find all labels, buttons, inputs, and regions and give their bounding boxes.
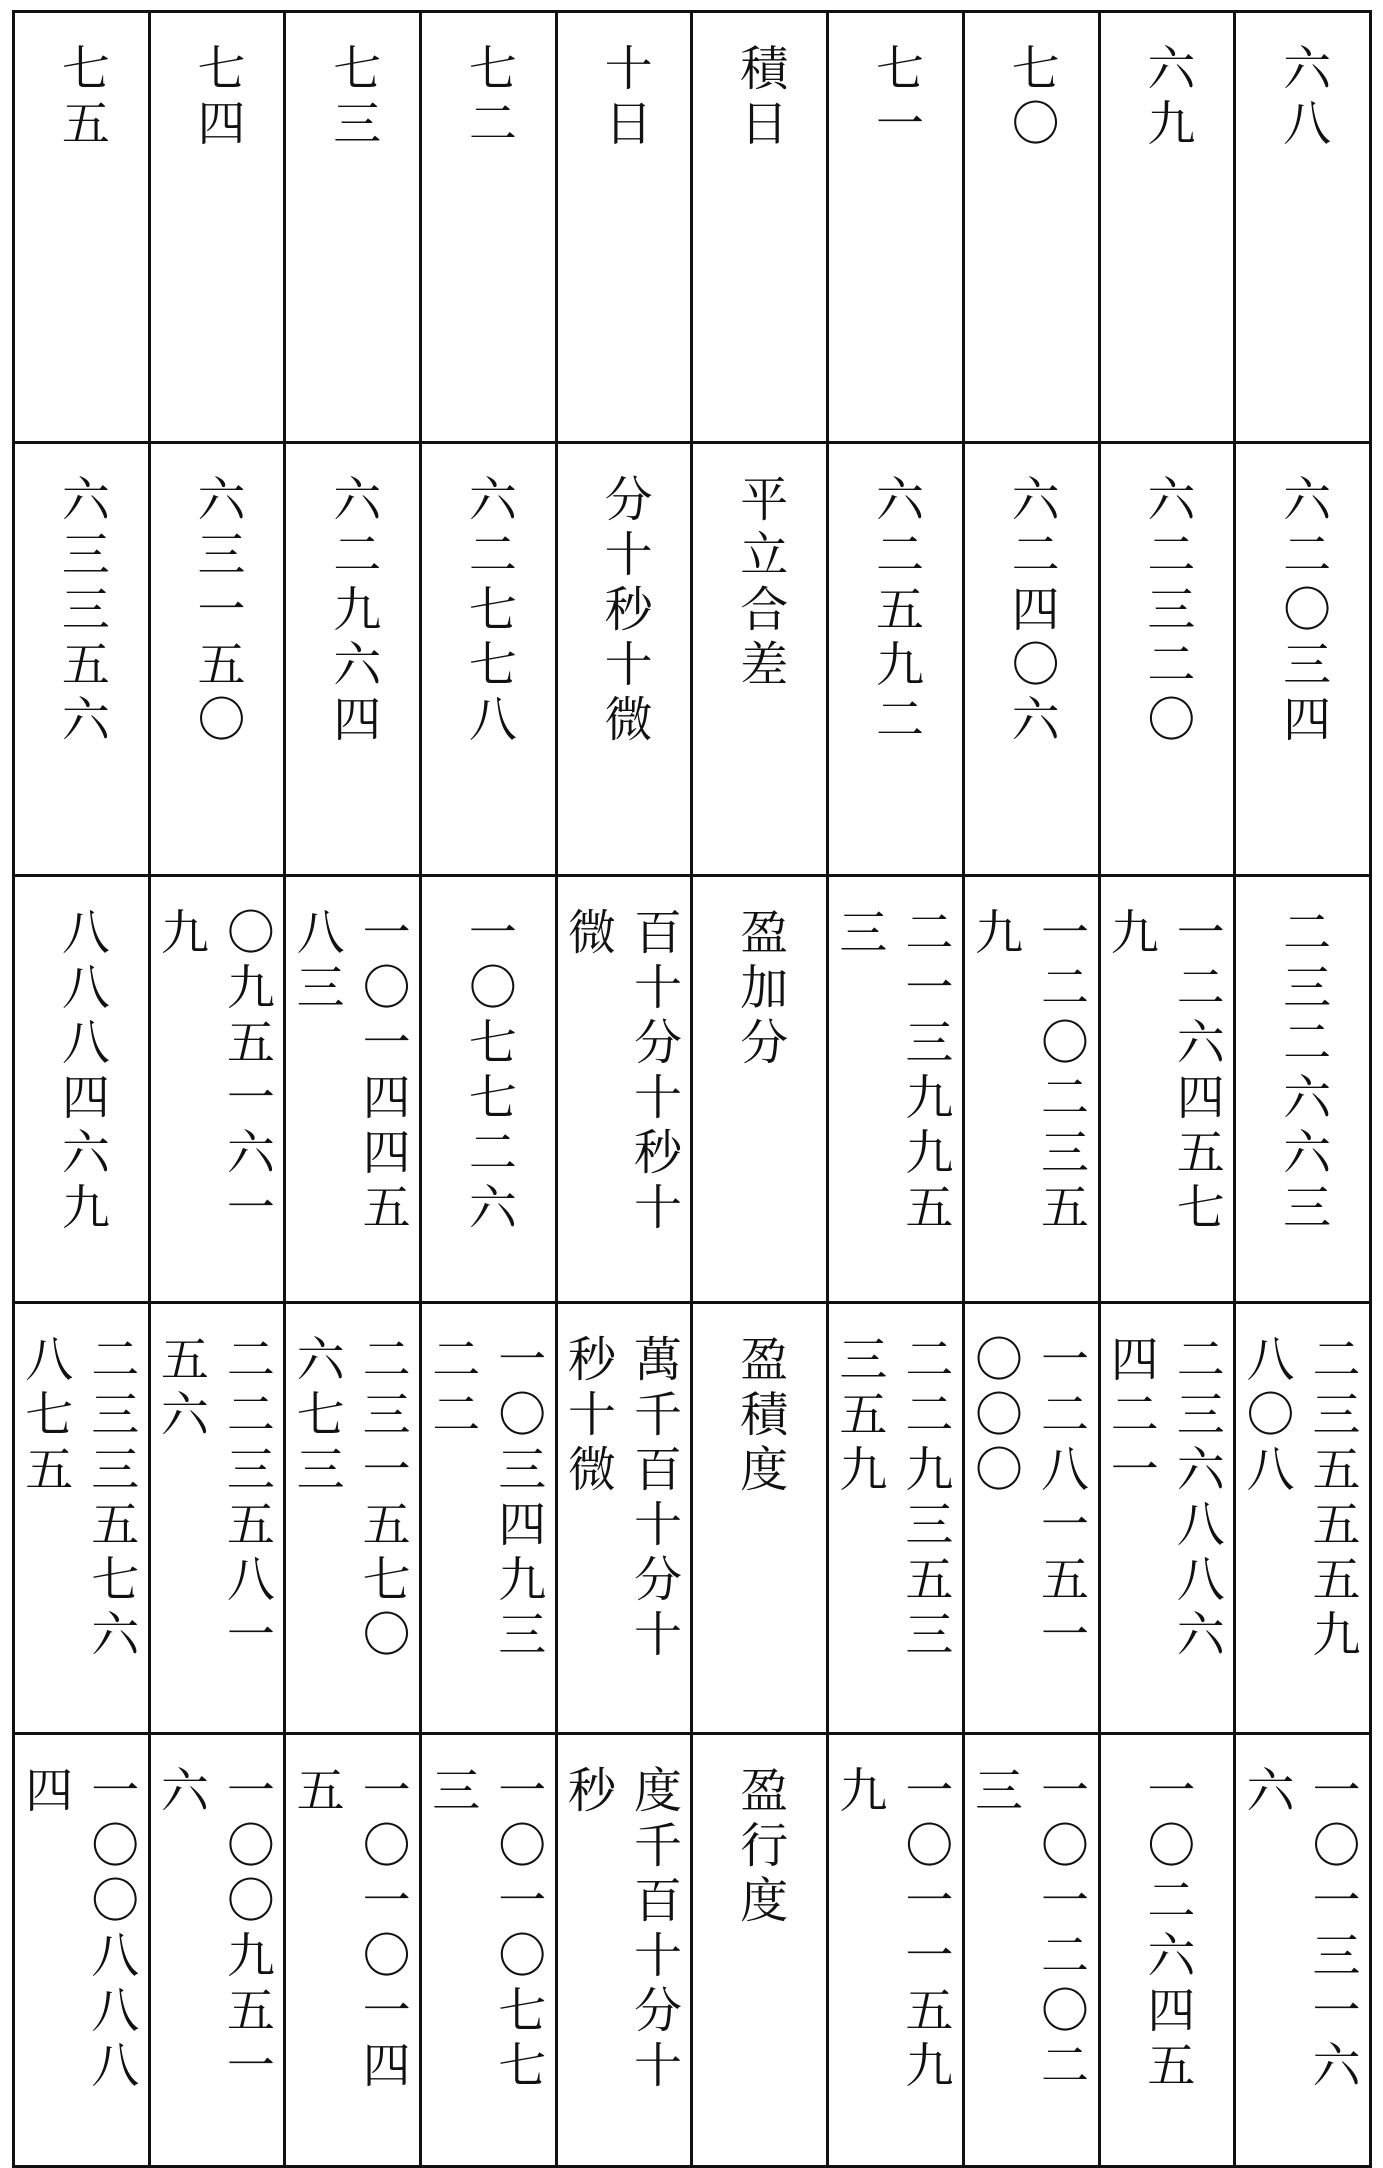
cell-text-main: 六二七七八 [460, 474, 517, 749]
table-cell [421, 1734, 557, 2167]
table-cell [828, 12, 964, 443]
cell-text-main: 六九 [1138, 43, 1195, 153]
table-cell [421, 1303, 557, 1734]
table-cell [828, 1734, 964, 2167]
table-cell [1099, 1303, 1235, 1734]
cell-text-main: 七五 [53, 43, 110, 153]
cell-text-main: 〇九五一六一 [218, 907, 275, 1237]
table-cell [1099, 12, 1235, 443]
table-cell [285, 1734, 421, 2167]
table-cell [1235, 443, 1371, 876]
cell-text-note: 六七三 [288, 1334, 345, 1499]
table-cell [421, 876, 557, 1303]
cell-text-main: 七三 [324, 43, 381, 153]
table-cell [285, 12, 421, 443]
cell-text-note: 三 [966, 1765, 1023, 1820]
cell-text-main: 二一三九九五 [896, 907, 953, 1237]
cell-text-main: 萬千百十分十 [625, 1334, 682, 1664]
table-cell [14, 876, 150, 1303]
table-cell [149, 1303, 285, 1734]
table-cell [692, 876, 828, 1303]
cell-text-main: 六三一五〇 [189, 474, 246, 749]
cell-text-note: 四 [16, 1765, 73, 1820]
cell-text-main: 一二〇二三五 [1032, 907, 1089, 1237]
cell-text-main: 二二九三五三 [896, 1334, 953, 1664]
cell-text-note: 〇〇〇 [966, 1334, 1023, 1499]
cell-text-main: 積日 [731, 43, 788, 153]
table-cell [692, 1734, 828, 2167]
cell-text-main: 二三二六六三 [1274, 907, 1331, 1237]
cell-text-main: 一二六四五七 [1168, 907, 1225, 1237]
table-row [14, 876, 1371, 1303]
table-cell [556, 443, 692, 876]
cell-text-note: 八七五 [16, 1334, 73, 1499]
cell-text-main: 一〇一〇七七 [489, 1765, 546, 2095]
astronomical-table [12, 10, 1372, 2168]
table-cell [149, 443, 285, 876]
table-cell [421, 443, 557, 876]
table-cell [14, 443, 150, 876]
cell-text-main: 六三三五六 [53, 474, 110, 749]
cell-text-note: 微 [559, 907, 616, 962]
cell-text-main: 盈積度 [731, 1334, 788, 1499]
cell-text-main: 二二三五八一 [218, 1334, 275, 1664]
cell-text-note: 六 [1238, 1765, 1294, 1820]
table-cell [556, 1734, 692, 2167]
cell-text-main: 二三六八八六 [1168, 1334, 1225, 1664]
table-cell [1235, 1734, 1371, 2167]
cell-text-note: 九 [1102, 907, 1159, 962]
cell-text-main: 二三五五五九 [1304, 1334, 1360, 1664]
table-cell [149, 12, 285, 443]
table-cell [285, 443, 421, 876]
table-cell [963, 1303, 1099, 1734]
cell-text-main: 二三一五七〇 [354, 1334, 411, 1664]
table-row [14, 443, 1371, 876]
cell-text-main: 六二四〇六 [1003, 474, 1060, 749]
table-cell [963, 1734, 1099, 2167]
cell-text-main: 六二三二〇 [1138, 474, 1195, 749]
cell-text-note: 九 [152, 907, 209, 962]
table-cell [556, 876, 692, 1303]
table-cell [963, 443, 1099, 876]
table-row [14, 12, 1371, 443]
cell-text-main: 一〇一〇一四 [354, 1765, 411, 2095]
cell-text-main: 一〇〇八八八 [82, 1765, 139, 2095]
cell-text-main: 二三三五七六 [82, 1334, 139, 1664]
cell-text-note: 四二一 [1102, 1334, 1159, 1499]
table-cell [285, 1303, 421, 1734]
cell-text-main: 一〇一三一六 [1304, 1765, 1360, 2095]
cell-text-main: 一〇七七二六 [460, 907, 517, 1237]
table-cell [692, 443, 828, 876]
cell-text-note: 二二 [423, 1334, 480, 1444]
cell-text-main: 六二九六四 [324, 474, 381, 749]
table-cell [1099, 443, 1235, 876]
table-cell [14, 12, 150, 443]
cell-text-note: 三五九 [830, 1334, 887, 1499]
table-cell [421, 12, 557, 443]
cell-text-main: 七四 [189, 43, 246, 153]
cell-text-note: 三 [423, 1765, 480, 1820]
table-cell [14, 1734, 150, 2167]
cell-text-main: 一〇二六四五 [1138, 1765, 1195, 2095]
table-cell [828, 443, 964, 876]
cell-text-main: 十日 [596, 43, 653, 153]
table-cell [1099, 876, 1235, 1303]
cell-text-main: 七〇 [1003, 43, 1060, 153]
cell-text-note: 八〇八 [1238, 1334, 1294, 1499]
cell-text-note: 六 [152, 1765, 209, 1820]
cell-text-main: 盈行度 [731, 1765, 788, 1930]
cell-text-note: 五 [288, 1765, 345, 1820]
table-row [14, 1734, 1371, 2167]
cell-text-main: 一〇〇九五一 [218, 1765, 275, 2095]
cell-text-main: 盈加分 [731, 907, 788, 1072]
cell-text-main: 八八八四六九 [53, 907, 110, 1237]
table-cell [556, 12, 692, 443]
table-cell [692, 1303, 828, 1734]
cell-text-note: 秒十微 [559, 1334, 616, 1499]
cell-text-note: 九 [830, 1765, 887, 1820]
table-cell [1235, 12, 1371, 443]
table-cell [828, 876, 964, 1303]
cell-text-note: 秒 [559, 1765, 616, 1820]
cell-text-main: 六二〇三四 [1274, 474, 1331, 749]
cell-text-note: 三 [830, 907, 887, 962]
cell-text-main: 六二五九二 [867, 474, 924, 749]
cell-text-main: 分十秒十微 [596, 474, 653, 749]
table-cell [1235, 1303, 1371, 1734]
table-cell [149, 876, 285, 1303]
table-cell [285, 876, 421, 1303]
cell-text-main: 一二八一五一 [1032, 1334, 1089, 1664]
cell-text-main: 百十分十秒十 [625, 907, 682, 1237]
cell-text-main: 六八 [1274, 43, 1331, 153]
table-cell [692, 12, 828, 443]
table-cell [556, 1303, 692, 1734]
cell-text-main: 一〇一二〇二 [1032, 1765, 1089, 2095]
cell-text-note: 九 [966, 907, 1023, 962]
cell-text-main: 一〇三四九三 [489, 1334, 546, 1664]
table-cell [828, 1303, 964, 1734]
table-cell [963, 12, 1099, 443]
cell-text-main: 一〇一四四五 [354, 907, 411, 1237]
cell-text-main: 七一 [867, 43, 924, 153]
table-cell [14, 1303, 150, 1734]
cell-text-main: 一〇一一五九 [896, 1765, 953, 2095]
cell-text-main: 平立合差 [731, 474, 788, 694]
table-cell [149, 1734, 285, 2167]
table-row [14, 1303, 1371, 1734]
table-cell [963, 876, 1099, 1303]
cell-text-note: 八三 [288, 907, 345, 1017]
table-cell [1099, 1734, 1235, 2167]
cell-text-main: 七二 [460, 43, 517, 153]
table-cell [1235, 876, 1371, 1303]
cell-text-main: 度千百十分十 [625, 1765, 682, 2095]
cell-text-note: 五六 [152, 1334, 209, 1444]
